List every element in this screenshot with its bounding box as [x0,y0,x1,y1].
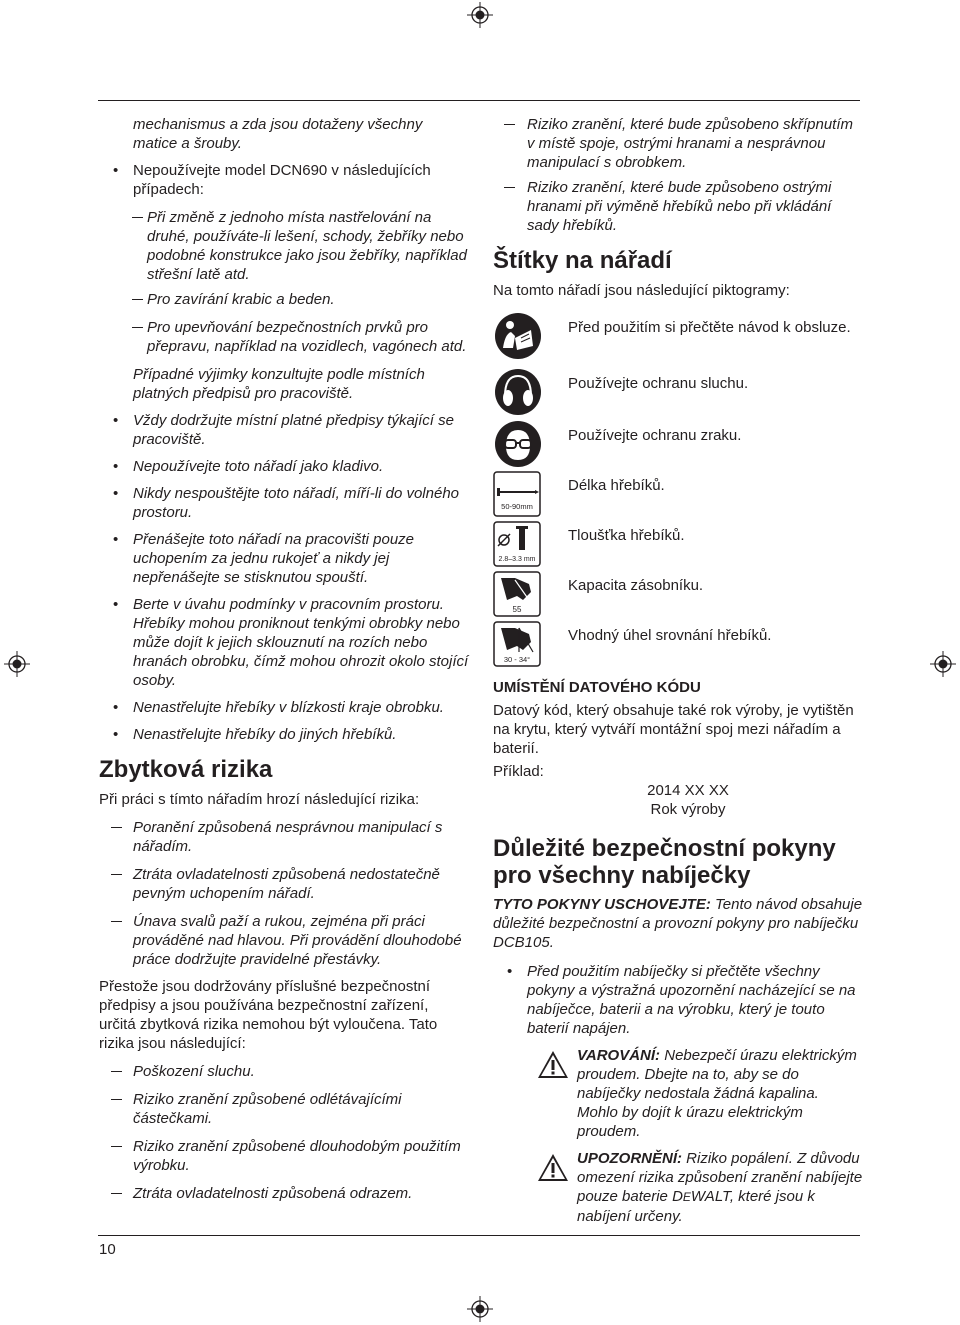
pictogram-text: Používejte ochranu zraku. [568,427,742,444]
section-title-labels: Štítky na nářadí [493,247,672,274]
pictogram-row [493,470,863,518]
pictogram-row [493,368,863,416]
pictogram-text: Délka hřebíků. [568,477,665,494]
header-rule [98,100,860,101]
bullet-item: • Nepoužívejte toto nářadí jako kladivo. [99,457,469,476]
pictogram-row [493,620,863,668]
page-number: 10 [99,1241,116,1258]
warning-label: VAROVÁNÍ: [577,1047,661,1064]
keep-instructions [493,895,863,952]
pictogram-row [493,520,863,568]
nail-diameter-label: 2.8–3.3 mm [498,556,536,563]
warning-icon [537,1153,569,1182]
example-caption: Rok výroby [650,801,726,818]
footer-rule [98,1235,860,1236]
magazine-capacity-label: 55 [512,605,522,614]
caution-text: Riziko popálení. Z důvodu omezení rizika způsobení zranění nabíjejte pouze baterie D [577,1150,863,1205]
pictogram-row [493,570,863,618]
read-manual-icon [493,312,543,360]
registration-mark-icon [4,651,30,677]
labels-intro: Na tomto nářadí jsou následující piktogramy: [493,282,790,299]
risk-item: Únava svalů paží a rukou, zejména při práci prováděné nad hlavou. Při provádění dlouhodobé práce dodržujte pravidelné přestávky. [99,912,469,969]
registration-mark-icon [467,2,493,28]
pictogram-text: Vhodný úhel srovnání hřebíků. [568,627,772,644]
caution-text-end: WALT, které jsou k nabíjení určeny. [577,1188,815,1225]
keep-instructions-text: Tento návod obsahuje důležité bezpečnostní a provozní pokyny pro nabíječku DCB105. [493,896,863,951]
caution-block [493,1149,863,1226]
caution-label: UPOZORNĚNÍ: [577,1150,682,1167]
pictogram-text: Používejte ochranu sluchu. [568,375,749,392]
dash-item: Pro zavírání krabic a beden. [99,290,469,309]
section-title-charger-safety: Důležité bezpečnostní pokyny pro všechny nabíječky [493,835,836,889]
risk-item: Riziko zranění způsobené odlétávajícími částečkami. [99,1090,469,1128]
bullet-item: • Nenastřelujte hřebíky do jiných hřebíků. [99,725,469,744]
bullet-item: • Nikdy nespouštějte toto nářadí, míří-li do volného prostoru. [99,484,469,522]
section-title-date-code: UMÍSTĚNÍ DATOVÉHO KÓDU [493,679,701,696]
warning-icon [537,1050,569,1079]
registration-mark-icon [467,1296,493,1322]
right-column [493,115,863,1226]
brand-small-e: E [682,1190,691,1204]
risk-item: Ztráta ovladatelnosti způsobená odrazem. [99,1184,469,1203]
residual-intro: Při práci s tímto nářadím hrozí následující rizika: [99,791,420,808]
pictogram-row [493,420,863,468]
pictogram-text: Před použitím si přečtěte návod k obsluze. [568,319,851,336]
nail-length-icon [493,470,543,518]
bullet-item: • Vždy dodržujte místní platné předpisy týkající se pracoviště. [99,411,469,449]
bullet-item: • Nenastřelujte hřebíky v blízkosti kraje obrobku. [99,698,469,717]
risk-item: Riziko zranění, které bude způsobeno skřípnutím v místě spoje, ostrými hranami a nesprávnou manipulací s obrobkem. [493,115,863,172]
nail-length-label: 50-90mm [501,502,533,511]
dash-item: Při změně z jednoho místa nastřelování na druhé, používáte-li lešení, schody, žebříky nebo podobné konstrukce jako jsou žebříky, například střešní latě atd. [99,208,469,284]
date-code-text: Datový kód, který obsahuje také rok výroby, je vytištěn na krytu, který vytváří montážní spoj mezi nářadím a baterií. [493,702,854,757]
residual-note: Přestože jsou dodržovány příslušné bezpečnostní předpisy a jsou používána bezpečnostní zařízení, určitá zbytková rizika nemohou být vyloučena. Tato rizika jsou následující: [99,978,438,1052]
left-column [99,115,469,1203]
exceptions-text: Případné výjimky konzultujte podle místních platných předpisů pro pracoviště. [133,366,425,402]
warning-text: Nebezpečí úrazu elektrickým proudem. Dbejte na to, aby se do nabíječky nedostala žádná kapalina. Mohlo by dojít k úrazu elektrickým proudem. [577,1047,857,1140]
risk-item: Riziko zranění, které bude způsobeno ostrými hranami při výměně hřebíků nebo při vkládání sady hřebíků. [493,178,863,235]
example-value: 2014 XX XX [647,782,729,799]
hearing-protection-icon [493,368,543,416]
bullet-item: • Berte v úvahu podmínky v pracovním prostoru. Hřebíky mohou proniknout tenkými obrobky nebo může dojít k jejich sklouznutí na rozích nebo hranách obrobku, čímž mohou ohrozit okolo stojící osoby. [99,595,469,690]
registration-mark-icon [930,651,956,677]
pictogram-text: Kapacita zásobníku. [568,577,704,594]
continuation-text: mechanismus a zda jsou dotaženy všechny matice a šrouby. [133,116,423,152]
magazine-capacity-icon [493,570,543,618]
section-title-residual-risks: Zbytková rizika [99,756,273,783]
nail-diameter-icon [493,520,543,568]
dash-item: Pro upevňování bezpečnostních prvků pro přepravu, například na vozidlech, vagónech atd. [99,318,469,356]
pictogram-row [493,312,863,360]
charger-bullet: • Před použitím nabíječky si přečtěte všechny pokyny a výstražná upozornění nacházející se na nabíječce, baterii a na výrobku, který je touto baterií napájen. [493,962,863,1038]
bullet-model: • Nepoužívejte model DCN690 v následujících případech: [99,161,469,199]
pictogram-text: Tloušťka hřebíků. [568,527,685,544]
risk-item: Ztráta ovladatelnosti způsobená nedostatečně pevným uchopením nářadí. [99,865,469,903]
keep-instructions-label: TYTO POKYNY USCHOVEJTE: [493,896,711,913]
warning-block [493,1046,863,1141]
collation-angle-icon [493,620,543,668]
bullet-item: • Přenášejte toto nářadí na pracovišti pouze uchopením za jednu rukojeť a nikdy jej nepřenášejte se stisknutou spouští. [99,530,469,587]
risk-item: Poškození sluchu. [99,1062,469,1081]
collation-angle-label: 30 - 34° [503,655,531,664]
example-block [493,781,863,819]
example-label: Příklad: [493,763,544,780]
eye-protection-icon [493,420,543,468]
risk-item: Poranění způsobená nesprávnou manipulací s nářadím. [99,818,469,856]
risk-item: Riziko zranění způsobené dlouhodobým použitím výrobku. [99,1137,469,1175]
